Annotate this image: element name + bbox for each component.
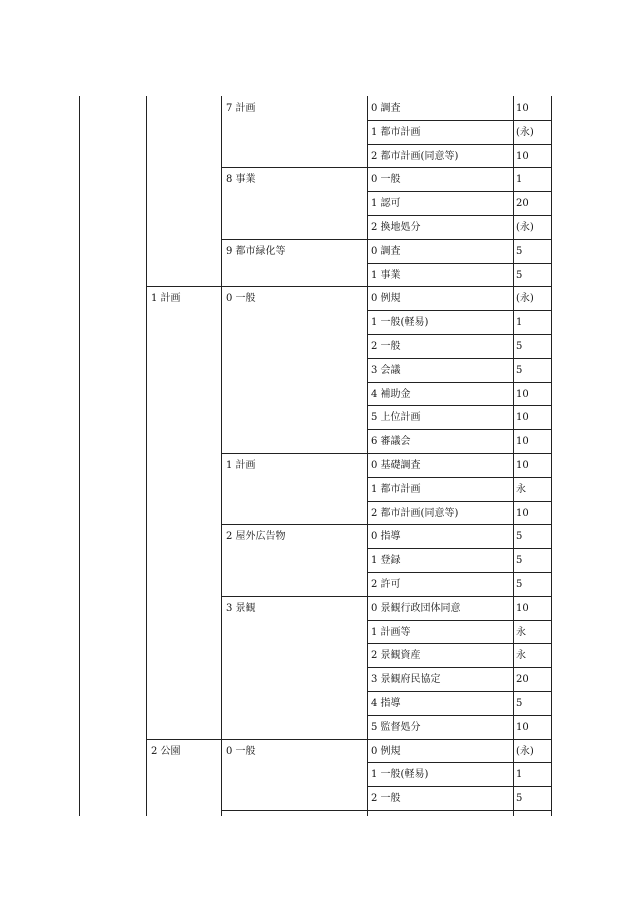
retention-period: 永 (516, 483, 526, 495)
retention-period: 5 (516, 555, 523, 567)
retention-period: 10 (516, 103, 529, 114)
level3-block-line (221, 167, 367, 168)
item-label: 1 登録 (371, 555, 401, 567)
level2-block-line (146, 739, 221, 740)
retention-period: 10 (516, 436, 529, 448)
retention-period: 10 (516, 507, 529, 519)
item-label: 2 都市計画(同意等) (371, 507, 459, 519)
item-label: 0 景観行政団体同意 (371, 602, 461, 614)
item-label: 0 例規 (371, 293, 401, 305)
retention-period: 10 (516, 602, 529, 614)
level2-label: 2 公園 (151, 745, 181, 757)
item-label: 2 一般 (371, 793, 401, 805)
item-row-line (367, 477, 551, 478)
retention-period: 20 (516, 198, 529, 210)
level3-block-line (221, 239, 367, 240)
item-label: 1 事業 (371, 269, 401, 281)
item-row-line (367, 548, 551, 549)
retention-period: 10 (516, 150, 529, 162)
retention-period: 1 (516, 174, 523, 186)
level3-label: 7 計画 (226, 103, 256, 114)
retention-period: 5 (516, 364, 523, 376)
item-row-line (367, 620, 551, 621)
item-row-line (367, 501, 551, 502)
level3-label: 0 一般 (226, 745, 256, 757)
retention-period: 5 (516, 531, 523, 543)
retention-period: 5 (516, 698, 523, 709)
retention-period: (永) (516, 222, 534, 233)
item-row-line (367, 715, 551, 716)
retention-period: 10 (516, 721, 529, 733)
item-row-line (367, 405, 551, 406)
column-line (367, 96, 368, 816)
item-row-line (367, 334, 551, 335)
item-row-line (367, 382, 551, 383)
item-label: 1 都市計画 (371, 483, 421, 495)
column-line (79, 96, 80, 816)
level2-label: 1 計画 (151, 293, 181, 305)
retention-period: (永) (516, 126, 534, 138)
item-label: 4 指導 (371, 698, 401, 709)
level3-label: 0 一般 (226, 293, 256, 305)
item-row-line (367, 667, 551, 668)
item-label: 5 監督処分 (371, 721, 421, 733)
item-row-line (367, 215, 551, 216)
item-label: 0 基礎調査 (371, 460, 421, 471)
item-row-line (367, 786, 551, 787)
item-label: 0 調査 (371, 103, 401, 114)
column-line (146, 96, 147, 816)
item-label: 2 許可 (371, 579, 401, 590)
retention-period: 20 (516, 674, 529, 686)
level3-block-line (221, 596, 367, 597)
item-label: 0 調査 (371, 245, 401, 257)
item-label: 0 例規 (371, 745, 401, 757)
item-label: 2 一般 (371, 341, 401, 352)
item-label: 0 指導 (371, 531, 401, 543)
level3-block-line (221, 524, 367, 525)
item-label: 1 一般(軽易) (371, 317, 429, 329)
item-row-line (367, 191, 551, 192)
retention-period: 5 (516, 341, 523, 352)
item-row-line (367, 739, 551, 740)
item-row-line (367, 429, 551, 430)
level3-block-line (221, 739, 367, 740)
item-row-line (367, 643, 551, 644)
item-label: 5 上位計画 (371, 412, 421, 424)
item-label: 1 認可 (371, 198, 401, 210)
item-row-line (367, 263, 551, 264)
item-label: 4 補助金 (371, 388, 411, 400)
level3-label: 1 計画 (226, 460, 256, 471)
item-label: 6 審議会 (371, 436, 411, 448)
item-label: 3 景観府民協定 (371, 674, 441, 686)
level3-label: 3 景観 (226, 602, 256, 614)
item-row-line (367, 810, 551, 811)
item-row-line (367, 572, 551, 573)
retention-period: 5 (516, 793, 523, 805)
retention-period: 5 (516, 269, 523, 281)
column-line (551, 96, 552, 816)
level3-block-line (221, 453, 367, 454)
item-label: 2 換地処分 (371, 222, 421, 233)
item-row-line (367, 691, 551, 692)
item-label: 2 景観資産 (371, 650, 421, 662)
retention-period: (永) (516, 745, 534, 757)
item-label: 2 都市計画(同意等) (371, 150, 459, 162)
item-row-line (367, 762, 551, 763)
item-label: 1 一般(軽易) (371, 769, 429, 781)
retention-period: 1 (516, 317, 523, 329)
item-row-line (367, 144, 551, 145)
item-label: 1 計画等 (371, 626, 411, 638)
item-label: 1 都市計画 (371, 126, 421, 138)
retention-period: 5 (516, 245, 523, 257)
item-label: 3 会議 (371, 364, 401, 376)
level3-label: 8 事業 (226, 174, 256, 186)
level3-block-line (221, 810, 367, 811)
level2-block-line (146, 286, 221, 287)
retention-period: 10 (516, 460, 529, 471)
item-row-line (367, 596, 551, 597)
retention-period: 10 (516, 388, 529, 400)
retention-period: 永 (516, 650, 526, 662)
level3-block-line (221, 286, 367, 287)
item-row-line (367, 524, 551, 525)
level3-label: 2 屋外広告物 (226, 531, 286, 543)
item-row-line (367, 239, 551, 240)
level3-label: 9 都市緑化等 (226, 245, 286, 257)
retention-period: 10 (516, 412, 529, 424)
retention-period: 1 (516, 769, 523, 781)
item-label: 0 一般 (371, 174, 401, 186)
item-row-line (367, 453, 551, 454)
retention-period: 永 (516, 626, 526, 638)
retention-period: (永) (516, 293, 534, 305)
item-row-line (367, 120, 551, 121)
item-row-line (367, 358, 551, 359)
item-row-line (367, 286, 551, 287)
retention-period: 5 (516, 579, 523, 590)
column-line (513, 96, 514, 816)
column-line (221, 96, 222, 816)
item-row-line (367, 167, 551, 168)
item-row-line (367, 310, 551, 311)
